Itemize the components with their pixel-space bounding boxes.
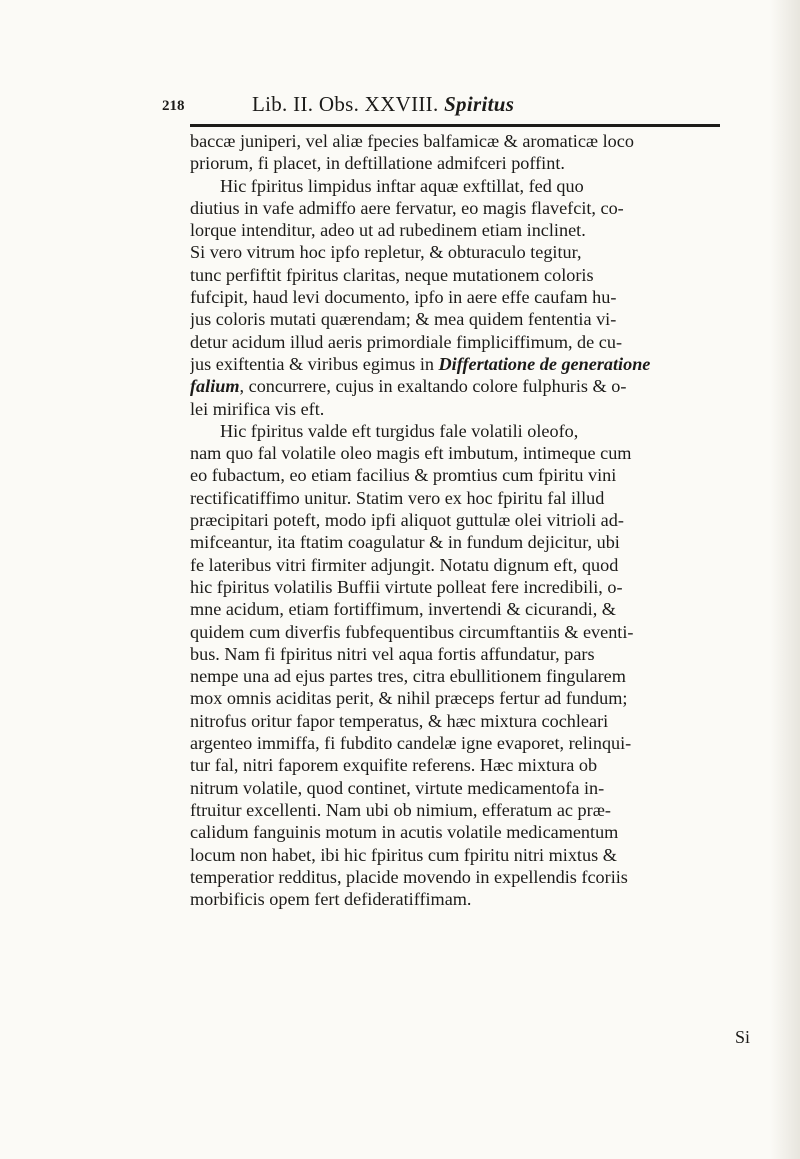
text-line: [190, 398, 760, 420]
text-line-content: tunc perfiftit fpiritus claritas, neque mutationem coloris: [190, 264, 594, 285]
text-line-content: nitrofus oritur fapor temperatus, & hæc mixtura cochleari: [190, 710, 609, 731]
text-line: [190, 531, 760, 553]
text-line-content: Hic fpiritus limpidus inftar aquæ exftillat, fed quo: [220, 175, 584, 196]
text-line-content: nempe una ad ejus partes tres, citra ebullitionem fingularem: [190, 666, 626, 687]
text-line: [190, 241, 760, 263]
text-line: [190, 175, 760, 197]
text-line: [190, 754, 760, 776]
text-line-content: nitrum volatile, quod continet, virtute medicamentofa in-: [190, 777, 605, 798]
text-line-content: argenteo immiffa, fi fubdito candelæ igne evaporet, relinqui-: [190, 733, 632, 754]
text-line-content: temperatior redditus, placide movendo in expellendis fcoriis: [190, 866, 628, 887]
text-line: [190, 576, 760, 598]
text-line-content: mifceantur, ita ftatim coagulatur & in fundum dejicitur, ubi: [190, 532, 620, 553]
text-line: [190, 598, 760, 620]
text-line: [190, 554, 760, 576]
text-line-content: lei mirifica vis eft.: [190, 398, 325, 419]
text-line: [190, 665, 760, 687]
text-line: [190, 799, 760, 821]
text-line-content: detur acidum illud aeris primordiale fimpliciffimum, de cu-: [190, 331, 622, 352]
text-line-content: mox omnis aciditas perit, & nihil præceps fertur ad fundum;: [190, 688, 628, 709]
text-line: [190, 732, 760, 754]
text-line: [190, 353, 760, 375]
text-line-content: baccæ juniperi, vel aliæ fpecies balfamicæ & aromaticæ loco: [190, 131, 634, 151]
text-line: [190, 821, 760, 843]
text-line: [190, 375, 760, 397]
text-line-content: eo fubactum, eo etiam facilius & promtius cum fpiritu vini: [190, 465, 617, 486]
italic-title: Differtatione de generatione: [438, 353, 651, 374]
header-rule: [190, 124, 720, 127]
text-line-content: Hic fpiritus valde eft turgidus fale volatili oleofo,: [220, 420, 579, 441]
text-line-content: ftruitur excellenti. Nam ubi ob nimium, efferatum ac præ-: [190, 799, 611, 820]
running-head: [252, 92, 514, 117]
text-line: [190, 219, 760, 241]
text-line-content: locum non habet, ibi hic fpiritus cum fpiritu nitri mixtus &: [190, 844, 617, 865]
running-head-italic: Spiritus: [444, 92, 515, 116]
text-line: [190, 687, 760, 709]
text-line: [190, 487, 760, 509]
page-header: [162, 92, 722, 122]
text-line-content: nam quo fal volatile oleo magis eft imbutum, intimeque cum: [190, 443, 632, 464]
text-line: [190, 197, 760, 219]
text-line-content: priorum, fi placet, in deftillatione admifceri poffint.: [190, 153, 565, 174]
page-edge-shadow: [770, 0, 800, 1159]
text-line-content: Si vero vitrum hoc ipfo repletur, & obturaculo tegitur,: [190, 242, 582, 263]
catchword: Si: [735, 1027, 751, 1047]
text-line: [190, 308, 760, 330]
text-line-content: morbificis opem fert defideratiffimam.: [190, 889, 472, 910]
text-line: [190, 331, 760, 353]
text-line-content: , concurrere, cujus in exaltando colore fulphuris & o-: [239, 376, 627, 397]
text-line-content: jus coloris mutati quærendam; & mea quidem fententia vi-: [190, 309, 617, 330]
text-line: [190, 866, 760, 888]
text-line: [190, 264, 760, 286]
text-line-content: bus. Nam fi fpiritus nitri vel aqua fortis affundatur, pars: [190, 643, 595, 664]
text-line: [190, 509, 760, 531]
page-number: 218: [162, 98, 185, 114]
text-line: [190, 152, 760, 174]
text-line-content: rectificatiffimo unitur. Statim vero ex hoc fpiritu fal illud: [190, 487, 605, 508]
italic-title: falium: [190, 376, 240, 397]
text-line: [190, 777, 760, 799]
text-line-content: fe lateribus vitri firmiter adjungit. Notatu dignum eft, quod: [190, 554, 619, 575]
text-line: [190, 286, 760, 308]
text-line: [190, 643, 760, 665]
text-line-content: mne acidum, etiam fortiffimum, invertendi & cicurandi, &: [190, 599, 616, 620]
text-line: [190, 130, 760, 152]
body-text: [190, 130, 760, 910]
text-line-content: calidum fanguinis motum in acutis volatile medicamentum: [190, 822, 619, 843]
text-line-content: quidem cum diverfis fubfequentibus circumftantiis & eventi-: [190, 621, 634, 642]
text-line-content: præcipitari poteft, modo ipfi aliquot guttulæ olei vitrioli ad-: [190, 510, 624, 531]
text-line-content: hic fpiritus volatilis Buffii virtute polleat fere incredibili, o-: [190, 576, 623, 597]
text-line: [190, 464, 760, 486]
text-line: [190, 420, 760, 442]
text-line: [190, 888, 760, 910]
text-line-content: tur fal, nitri faporem exquifite referens. Hæc mixtura ob: [190, 755, 598, 776]
text-line: [190, 621, 760, 643]
text-line: [190, 442, 760, 464]
running-head-main: Lib. II. Obs. XXVIII.: [252, 92, 439, 116]
text-line: [190, 844, 760, 866]
text-line-content: lorque intenditur, adeo ut ad rubedinem etiam inclinet.: [190, 220, 586, 241]
text-line: [190, 710, 760, 732]
text-line-content: fufcipit, haud levi documento, ipfo in aere effe caufam hu-: [190, 287, 617, 308]
text-line-content: jus exiftentia & viribus egimus in: [190, 353, 439, 374]
text-line-content: diutius in vafe admiffo aere fervatur, eo magis flavefcit, co-: [190, 197, 624, 218]
